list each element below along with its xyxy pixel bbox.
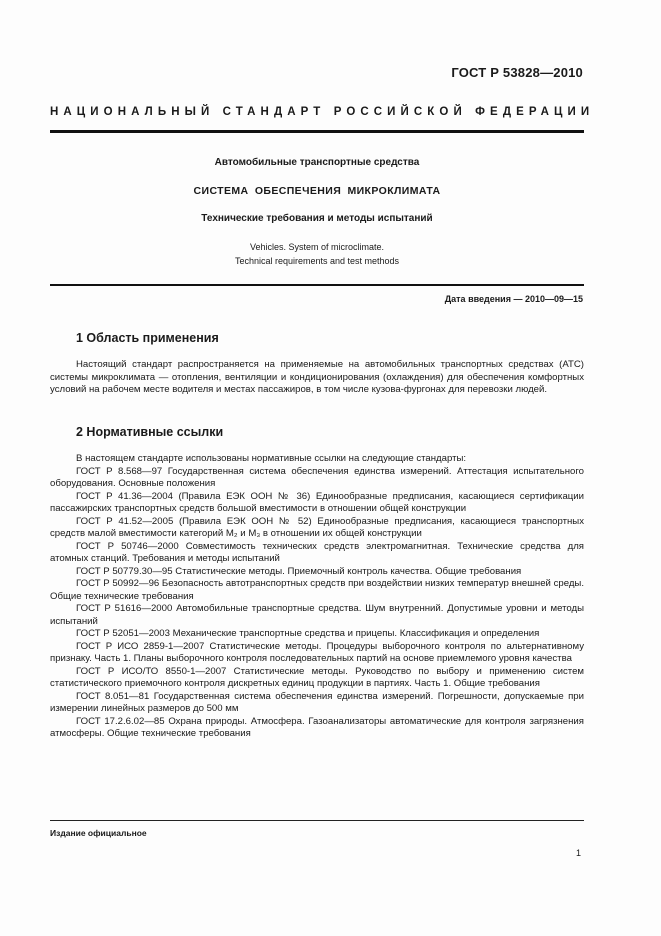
header-rule (50, 130, 584, 133)
reference-item: ГОСТ Р 41.36—2004 (Правила ЕЭК ООН № 36) Единообразные предписания, касающиеся сертификации пассажирских транспортных средств большой вместимости в отношении общей конструкции (50, 490, 584, 514)
paragraph: Настоящий стандарт распространяется на применяемые на автомобильных транспортных средствах (АТС) системы микроклимата — отопления, вентиляции и кондиционирования (охлаждения) для обеспечения комфортных условий на рабочем месте водителя и местах пассажиров, в том числе кузова-фургонах для перевозки людей. (50, 359, 584, 395)
section-heading-references: 2 Нормативные ссылки (76, 425, 224, 439)
document-code: ГОСТ Р 53828—2010 (451, 65, 583, 80)
reference-item: ГОСТ Р ИСО/ТО 8550-1—2007 Статистические методы. Руководство по выбору и применению систем статистического приемочного контроля дискретных единиц продукции в партиях. Часть 1. Общие требования (50, 665, 584, 689)
title-line-1: Автомобильные транспортные средства (214, 157, 420, 168)
section-heading-scope: 1 Область применения (76, 331, 219, 345)
reference-item: ГОСТ 8.051—81 Государственная система обеспечения единства измерений. Погрешности, допускаемые при измерении линейных размеров до 500 мм (50, 690, 584, 714)
section-body-scope (50, 359, 584, 397)
footer-rule (50, 820, 584, 821)
reference-item: ГОСТ Р 8.568—97 Государственная система обеспечения единства измерений. Аттестация испытательного оборудования. Основные положения (50, 465, 584, 489)
reference-item: ГОСТ Р 50992—96 Безопасность автотранспортных средств при воздействии низких температур внешней среды. Общие технические требования (50, 578, 584, 602)
reference-item: ГОСТ Р 51616—2000 Автомобильные транспортные средства. Шум внутренний. Допустимые уровни и методы испытаний (50, 603, 584, 627)
reference-item: ГОСТ Р 41.52—2005 (Правила ЕЭК ООН № 52) Единообразные предписания, касающиеся транспортных средств малой вместимости категорий М₂ и М₃ в отношении их общей конструкции (50, 515, 584, 539)
effective-date: Дата введения — 2010—09—15 (444, 294, 583, 304)
title-line-2: СИСТЕМА ОБЕСПЕЧЕНИЯ МИКРОКЛИМАТА (193, 185, 441, 197)
reference-item: ГОСТ Р 50779.30—95 Статистические методы. Приемочный контроль качества. Общие требования (76, 565, 522, 577)
paragraph: В настоящем стандарте использованы нормативные ссылки на следующие стандарты: (76, 453, 467, 464)
section-body-references (50, 453, 584, 741)
reference-item: ГОСТ Р 52051—2003 Механические транспортные средства и прицепы. Классификация и определения (76, 628, 540, 639)
english-title-line-1: Vehicles. System of microclimate. (249, 242, 385, 252)
reference-item: ГОСТ Р 50746—2000 Совместимость технических средств электромагнитная. Технические средства для атомных станций. Требования и методы испытаний (50, 540, 584, 564)
title-line-3: Технические требования и методы испытаний (201, 213, 433, 224)
reference-item: ГОСТ 17.2.6.02—85 Охрана природы. Атмосфера. Газоанализаторы автоматические для контроля загрязнения атмосферы. Общие технические требования (50, 715, 584, 739)
national-standard-banner: НАЦИОНАЛЬНЫЙ СТАНДАРТ РОССИЙСКОЙ ФЕДЕРАЦИИ (50, 106, 595, 118)
title-rule (50, 284, 584, 286)
page-number: 1 (576, 848, 582, 858)
english-title-line-2: Technical requirements and test methods (234, 256, 400, 266)
reference-item: ГОСТ Р ИСО 2859-1—2007 Статистические методы. Процедуры выборочного контроля по альтернативному признаку. Часть 1. Планы выборочного контроля последовательных партий на основе приемлемого уровня качества (50, 640, 584, 664)
edition-note: Издание официальное (50, 828, 147, 838)
